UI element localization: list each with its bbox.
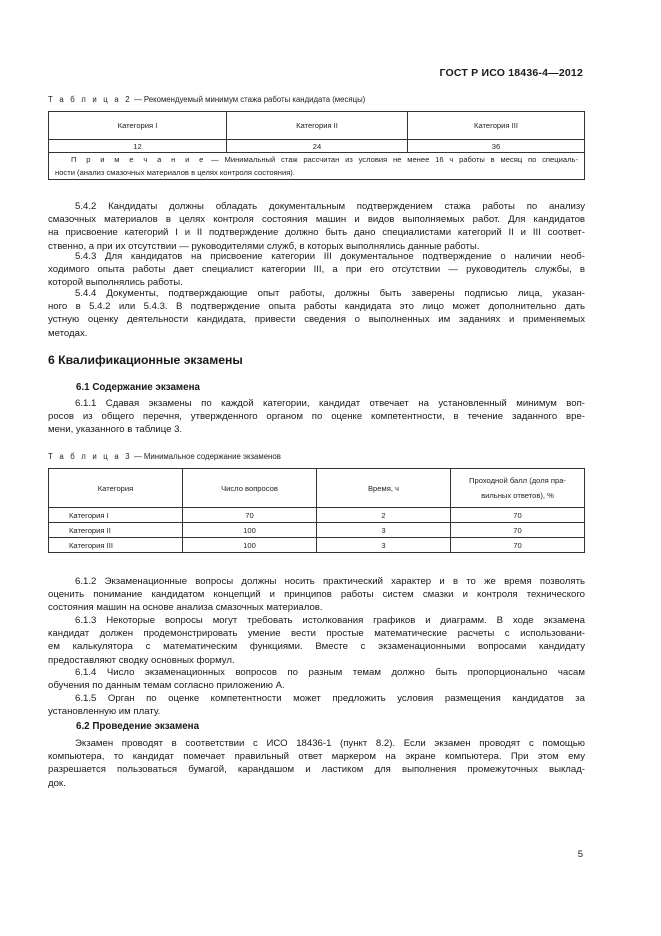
text-line: 6.1.4 Число экзаменационных вопросов по разным темам должно быть пропорционально часам bbox=[75, 667, 585, 678]
text-line: ходимого опыта работы дает специалист категории III, а при его отсутствии — руководитель службы, в bbox=[48, 264, 585, 276]
table3-caption-text: — Минимальное содержание экзаменов bbox=[131, 452, 281, 461]
table2-value-cell: 12 bbox=[49, 140, 227, 153]
text-line: мени, указанного в таблице 3. bbox=[48, 424, 183, 436]
table3-header4-line1: Проходной балл (доля пра- bbox=[469, 476, 566, 485]
table2-caption bbox=[48, 95, 365, 104]
paragraph-6-1-5 bbox=[48, 692, 585, 718]
text-line: методах. bbox=[48, 327, 88, 339]
text-line: ственно, а при их отсутствии — руководителями служб, в которых выполнялись данные работы. bbox=[48, 240, 480, 252]
table3-header-cell: Время, ч bbox=[317, 469, 451, 508]
text-line: Экзамен проводят в соответствии с ИСО 18436-1 (пункт 8.2). Если экзамен проводят с помощью bbox=[75, 738, 585, 749]
table2-note-line2: ности (анализ смазочных материалов в целях контроля состояния). bbox=[55, 168, 295, 177]
table2-value-cell: 24 bbox=[227, 140, 408, 153]
text-line: ного в 5.4.2 или 5.4.3. В подтверждение опыта работы кандидата это лицо может дополнительно дать bbox=[48, 301, 585, 313]
text-line: 6.1.3 Некоторые вопросы могут требовать истолкования графиков и диаграмм. В ходе экзамена bbox=[75, 615, 585, 626]
text-line: кандидат должен продемонстрировать умение вести простые математические расчеты с использовани- bbox=[48, 628, 585, 640]
table2-note-label: П р и м е ч а н и е bbox=[71, 155, 206, 164]
document-id-header: ГОСТ Р ИСО 18436-4—2012 bbox=[439, 67, 583, 79]
table3-cell: 2 bbox=[317, 508, 451, 523]
table2-note-line1: — Минимальный стаж рассчитан из условия не менее 16 ч работы в месяц по специаль- bbox=[205, 155, 578, 164]
text-line: состояния машин на основе анализа смазочных материалов. bbox=[48, 602, 323, 614]
text-line: 5.4.2 Кандидаты должны обладать документальным подтверждением стажа работы по анализу bbox=[75, 201, 585, 212]
table2-value-row bbox=[49, 140, 585, 153]
text-line: на присвоение категорий I и II подтверждение должно быть дано специалистами категорий II и III соответ- bbox=[48, 227, 585, 239]
text-line: оценить понимание кандидатом концепций и принципов работы систем смазки и контроля технического bbox=[48, 589, 585, 601]
text-line: 6.1.5 Орган по оценке компетентности может предложить условия размещения кандидатов за bbox=[75, 693, 585, 704]
paragraph-6-1-3 bbox=[48, 614, 585, 667]
table3-cell: Категория I bbox=[49, 508, 183, 523]
paragraph-5-4-3 bbox=[48, 250, 585, 290]
text-line: обучения по данным темам согласно приложению А. bbox=[48, 680, 285, 692]
text-line: устную оценку деятельности кандидата, привести сведения о выполненных им заданиях и применяемых bbox=[48, 314, 585, 326]
text-line: установленную им плату. bbox=[48, 706, 161, 718]
table3-cell: 70 bbox=[451, 538, 585, 553]
text-line: смазочных материалов в целях контроля состояния машин и видов выполняемых работ. Для кандидатов bbox=[48, 214, 585, 226]
table2 bbox=[48, 111, 585, 180]
table3-cell: 70 bbox=[451, 508, 585, 523]
table3-cell: 100 bbox=[183, 523, 317, 538]
table3-cell: Категория II bbox=[49, 523, 183, 538]
table3-cell: 70 bbox=[451, 523, 585, 538]
table2-header-cell: Категория II bbox=[227, 112, 408, 140]
paragraph-6-1-4 bbox=[48, 666, 585, 692]
text-line: ем калькулятора с математическим функциями. Вместе с экзаменационными вопросами кандидату bbox=[48, 641, 585, 653]
table3-header4-line2: вильных ответов), % bbox=[481, 491, 554, 500]
table2-caption-label: Т а б л и ц а 2 bbox=[48, 95, 132, 104]
table3-header-cell bbox=[451, 469, 585, 508]
table3-caption bbox=[48, 452, 281, 461]
subsection-6-1-title: 6.1 Содержание экзамена bbox=[76, 382, 200, 393]
table3-header-cell: Число вопросов bbox=[183, 469, 317, 508]
text-line: росов из общего перечня, утвержденного органом по оценке компетентности, в течение заданного вре- bbox=[48, 411, 585, 423]
paragraph-5-4-4 bbox=[48, 287, 585, 340]
text-line: док. bbox=[48, 777, 66, 789]
paragraph-5-4-2 bbox=[48, 200, 585, 253]
table3-cell: Категория III bbox=[49, 538, 183, 553]
subsection-6-2-title: 6.2 Проведение экзамена bbox=[76, 721, 200, 732]
table3-cell: 3 bbox=[317, 523, 451, 538]
text-line: 5.4.4 Документы, подтверждающие опыт работы, должны быть заверены подписью лица, указан- bbox=[75, 288, 585, 299]
table-row bbox=[49, 508, 585, 523]
paragraph-6-1-1 bbox=[48, 397, 585, 437]
table2-note-row bbox=[49, 153, 585, 180]
paragraph-6-1-2 bbox=[48, 575, 585, 615]
table-row bbox=[49, 523, 585, 538]
table2-caption-text: — Рекомендуемый минимум стажа работы кандидата (месяцы) bbox=[131, 95, 366, 104]
text-line: компьютера, то кандидат помечает правильный ответ маркером на экране компьютера. При этом ему bbox=[48, 751, 585, 763]
page-number: 5 bbox=[577, 849, 583, 860]
table3-cell: 100 bbox=[183, 538, 317, 553]
text-line: разрешается пользоваться бумагой, карандашом и ластиком для выполнения промежуточных выклад- bbox=[48, 764, 585, 776]
paragraph-6-2 bbox=[48, 737, 585, 790]
table3-header-cell: Категория bbox=[49, 469, 183, 508]
text-line: 6.1.2 Экзаменационные вопросы должны носить практический характер и в то же время позволять bbox=[75, 576, 585, 587]
table3-caption-label: Т а б л и ц а 3 bbox=[48, 452, 132, 461]
text-line: 6.1.1 Сдавая экзамены по каждой категории, кандидат отвечает на установленный минимум воп- bbox=[75, 398, 585, 409]
table2-note bbox=[49, 153, 585, 180]
text-line: предоставляют сводку основных формул. bbox=[48, 654, 235, 666]
table3-header-row bbox=[49, 469, 585, 508]
section-6-title: 6 Квалификационные экзамены bbox=[48, 353, 243, 367]
table-row bbox=[49, 538, 585, 553]
text-line: 5.4.3 Для кандидатов на присвоение категории III документальное подтверждение о наличии необ- bbox=[75, 251, 585, 262]
table2-header-cell: Категория III bbox=[408, 112, 585, 140]
table3-cell: 70 bbox=[183, 508, 317, 523]
table2-header-row bbox=[49, 112, 585, 140]
table3 bbox=[48, 468, 585, 553]
table3-cell: 3 bbox=[317, 538, 451, 553]
text-line: которой выполнялись работы. bbox=[48, 277, 183, 289]
table2-value-cell: 36 bbox=[408, 140, 585, 153]
table2-header-cell: Категория I bbox=[49, 112, 227, 140]
